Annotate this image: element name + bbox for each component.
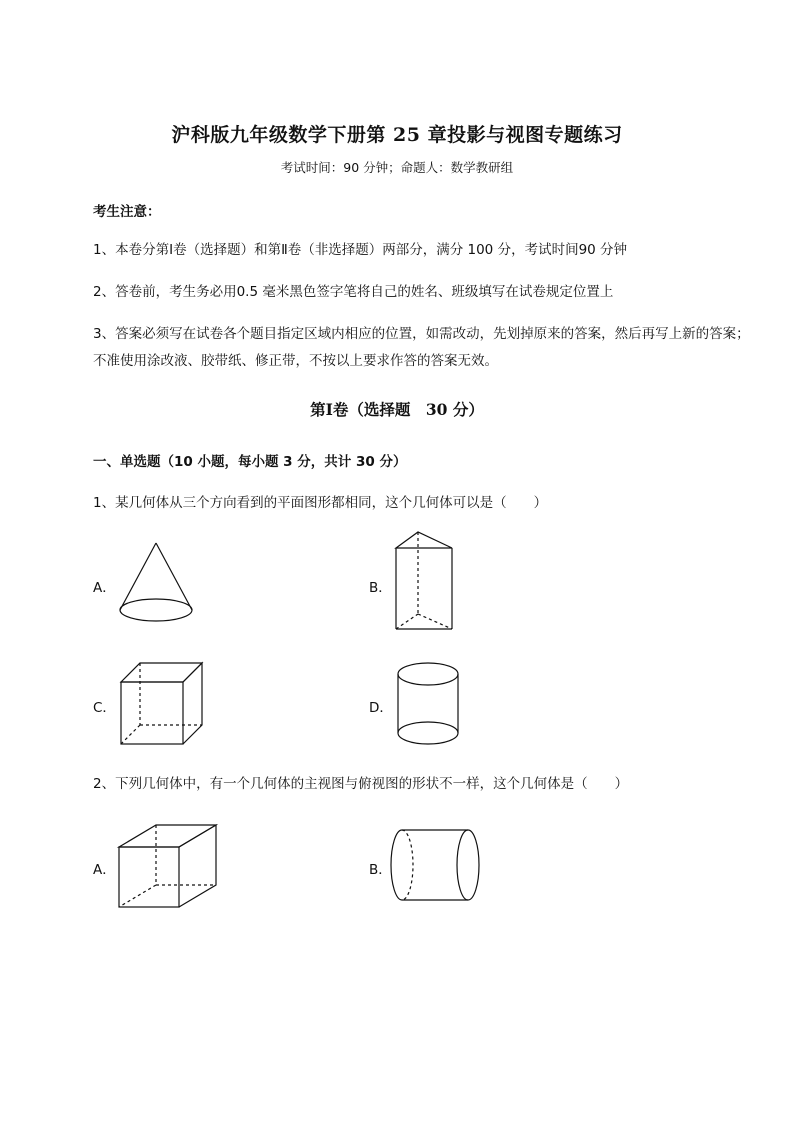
triangular-prism-icon xyxy=(392,528,462,633)
page-title: 沪科版九年级数学下册第 25 章投影与视图专题练习 xyxy=(171,124,623,146)
cylinder-left-cap-hidden xyxy=(402,830,413,900)
question-2-stem: 2、下列几何体中，有一个几何体的主视图与俯视图的形状不一样，这个几何体是（ ） xyxy=(93,776,629,792)
section-title: 第Ⅰ卷（选择题 30 分） xyxy=(310,400,484,419)
notice-item-2: 2、答卷前，考生务必用0.5 毫米黑色签字笔将自己的姓名、班级填写在试卷规定位置上 xyxy=(93,284,614,300)
q1-option-d-label[interactable]: D． xyxy=(369,700,393,716)
cube-hidden-depth xyxy=(121,725,140,744)
cube-front-face xyxy=(119,847,179,907)
cylinder-top xyxy=(398,663,458,685)
cube-right-face xyxy=(179,825,216,907)
notice-item-3: 3、答案必须写在试卷各个题目指定区域内相应的位置，如需改动，先划掉原来的答案，然后再写上新的答案；不准使用涂改液、胶带纸、修正带，不按以上要求作答的答案无效。 xyxy=(93,326,750,369)
cube-hidden-depth xyxy=(119,885,156,907)
question-1-stem: 1、某几何体从三个方向看到的平面图形都相同，这个几何体可以是（ ） xyxy=(93,495,548,511)
cylinder-right-cap xyxy=(457,830,479,900)
q2-option-b-label[interactable]: B． xyxy=(369,862,392,878)
cube-top-face xyxy=(119,825,216,847)
cube-icon xyxy=(117,823,222,913)
cone-base xyxy=(120,599,192,621)
cylinder-bottom xyxy=(398,722,458,744)
q2-option-a-label[interactable]: A． xyxy=(93,862,116,878)
q1-option-a-label[interactable]: A． xyxy=(93,580,116,596)
prism-top-face xyxy=(396,532,452,548)
horizontal-cylinder-icon xyxy=(389,826,484,906)
notice-heading: 考生注意： xyxy=(93,204,161,220)
mcq-heading: 一、单选题（10 小题，每小题 3 分，共计 30 分） xyxy=(93,454,407,470)
prism-hidden-base-left xyxy=(396,614,418,629)
cylinder-icon xyxy=(396,660,466,750)
prism-hidden-base-right xyxy=(418,614,452,629)
q1-option-b-label[interactable]: B． xyxy=(369,580,392,596)
cube-right-face xyxy=(183,663,202,744)
q1-option-c-label[interactable]: C． xyxy=(93,700,116,716)
cone-icon xyxy=(115,540,195,625)
exam-info: 考试时间：90 分钟；命题人：数学教研组 xyxy=(280,160,514,175)
notice-item-1: 1、本卷分第Ⅰ卷（选择题）和第Ⅱ卷（非选择题）两部分，满分 100 分，考试时间90 分钟 xyxy=(93,242,628,258)
cube-top-face xyxy=(121,663,202,682)
cylinder-left-cap-front xyxy=(391,830,402,900)
cube-icon xyxy=(118,660,208,750)
